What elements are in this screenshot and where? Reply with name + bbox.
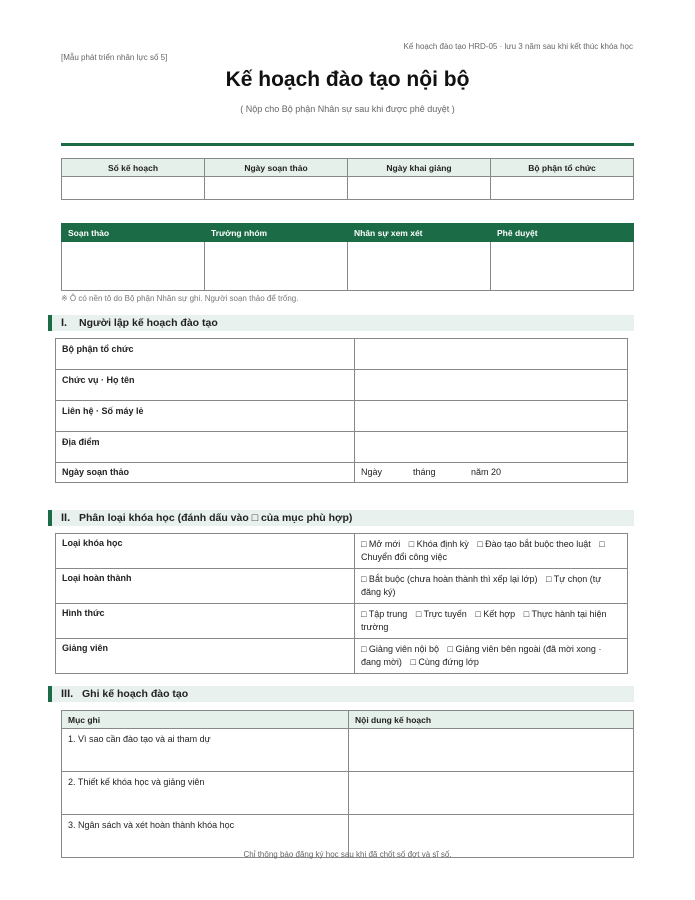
field-label: Giảng viên (56, 639, 355, 674)
drafter-signature-cell[interactable] (62, 242, 205, 291)
option-checkbox[interactable]: □ Giảng viên bên ngoài (đã mời xong · đang mời) (361, 644, 602, 667)
header-plan-number: Số kế hoạch (62, 159, 205, 177)
field-label: Chức vụ · Họ tên (56, 370, 355, 401)
approval-table (61, 223, 634, 291)
option-checkbox[interactable]: □ Bắt buộc (chưa hoàn thành thì xếp lại lớp) (361, 574, 538, 584)
page-title: Kế hoạch đào tạo nội bộ (225, 68, 470, 91)
header-plan-content: Nội dung kế hoạch (349, 711, 634, 729)
completion-type-options (355, 569, 628, 604)
organizing-dept-field[interactable] (355, 339, 628, 370)
header-item: Mục ghi (62, 711, 349, 729)
plan-content-field[interactable] (349, 772, 634, 815)
draft-date-cell[interactable] (205, 177, 348, 200)
field-label: Loại khóa học (56, 534, 355, 569)
section-2-number: II. (61, 512, 71, 524)
year-label: năm 20 (471, 467, 502, 477)
plan-content-field[interactable] (349, 729, 634, 772)
start-date-cell[interactable] (348, 177, 491, 200)
header-organizing-dept: Bộ phận tổ chức (491, 159, 634, 177)
retention-note: Kế hoạch đào tạo HRD-05 · lưu 3 năm sau khi kết thúc khóa học (403, 42, 633, 51)
position-name-field[interactable] (355, 370, 628, 401)
option-checkbox[interactable]: □ Kết hợp (475, 609, 516, 619)
field-label: Địa điểm (56, 432, 355, 463)
field-label: Bộ phận tổ chức (56, 339, 355, 370)
option-checkbox[interactable]: □ Tự chọn (tự đăng ký) (361, 574, 602, 597)
section-accent-bar (48, 315, 52, 331)
option-checkbox[interactable]: □ Tập trung (361, 609, 408, 619)
section-accent-bar (48, 686, 52, 702)
plan-item-label: 1. Vì sao cần đào tạo và ai tham dự (62, 729, 349, 772)
field-label: Liên hệ · Số máy lẻ (56, 401, 355, 432)
section-accent-bar (48, 510, 52, 526)
month-label: tháng (413, 467, 436, 477)
plan-info-table (61, 158, 634, 200)
section-2-heading (48, 510, 634, 526)
header-team-lead: Trưởng nhóm (205, 224, 348, 242)
footer-note: Chỉ thông báo đăng ký học sau khi đã chốt số đợt và sĩ số. (243, 850, 452, 859)
page-subtitle: ( Nộp cho Bộ phận Nhân sự sau khi được phê duyệt ) (240, 104, 455, 114)
format-options (355, 604, 628, 639)
team-lead-signature-cell[interactable] (205, 242, 348, 291)
instructor-options (355, 639, 628, 674)
header-start-date: Ngày khai giảng (348, 159, 491, 177)
field-label: Hình thức (56, 604, 355, 639)
section-1-number: I. (61, 317, 68, 329)
plan-notes-table (61, 710, 634, 858)
section-2-title: Phân loại khóa học (đánh dấu vào □ của mục phù hợp) (79, 512, 353, 524)
header-drafter: Soạn thảo (62, 224, 205, 242)
organizing-dept-cell[interactable] (491, 177, 634, 200)
plan-item-label: 3. Ngân sách và xét hoàn thành khóa học (62, 815, 349, 858)
draft-date-field[interactable] (355, 463, 628, 483)
header-approval: Phê duyệt (491, 224, 634, 242)
field-label: Loại hoàn thành (56, 569, 355, 604)
location-field[interactable] (355, 432, 628, 463)
section-1-heading (48, 315, 634, 331)
option-checkbox[interactable]: □ Khóa định kỳ (408, 539, 469, 549)
hr-review-signature-cell[interactable] (348, 242, 491, 291)
plan-item-label: 2. Thiết kế khóa học và giảng viên (62, 772, 349, 815)
field-label: Ngày soạn thảo (56, 463, 355, 483)
header-hr-review: Nhân sự xem xét (348, 224, 491, 242)
day-label: Ngày (361, 467, 383, 477)
option-checkbox[interactable]: □ Cùng đứng lớp (410, 657, 479, 667)
option-checkbox[interactable]: □ Trực tuyến (415, 609, 467, 619)
approval-note: ※ Ô có nền tô do Bộ phận Nhân sự ghi. Người soạn thảo để trống. (61, 294, 299, 303)
option-checkbox[interactable]: □ Chuyển đổi công việc (361, 539, 605, 562)
form-number: [Mẫu phát triển nhân lực số 5] (61, 53, 168, 62)
course-type-options (355, 534, 628, 569)
plan-number-cell[interactable] (62, 177, 205, 200)
header-draft-date: Ngày soạn thảo (205, 159, 348, 177)
option-checkbox[interactable]: □ Thực hành tại hiện trường (361, 609, 607, 632)
option-checkbox[interactable]: □ Giảng viên nội bộ (361, 644, 439, 654)
section-3-title: Ghi kế hoạch đào tạo (82, 688, 189, 700)
section-1-title: Người lập kế hoạch đào tạo (79, 317, 218, 329)
title-divider (61, 143, 634, 146)
planner-table (55, 338, 628, 483)
section-3-heading (48, 686, 634, 702)
course-classification-table (55, 533, 628, 674)
contact-extension-field[interactable] (355, 401, 628, 432)
approval-signature-cell[interactable] (491, 242, 634, 291)
option-checkbox[interactable]: □ Mở mới (361, 539, 401, 549)
option-checkbox[interactable]: □ Đào tạo bắt buộc theo luật (477, 539, 591, 549)
section-3-number: III. (61, 688, 74, 700)
